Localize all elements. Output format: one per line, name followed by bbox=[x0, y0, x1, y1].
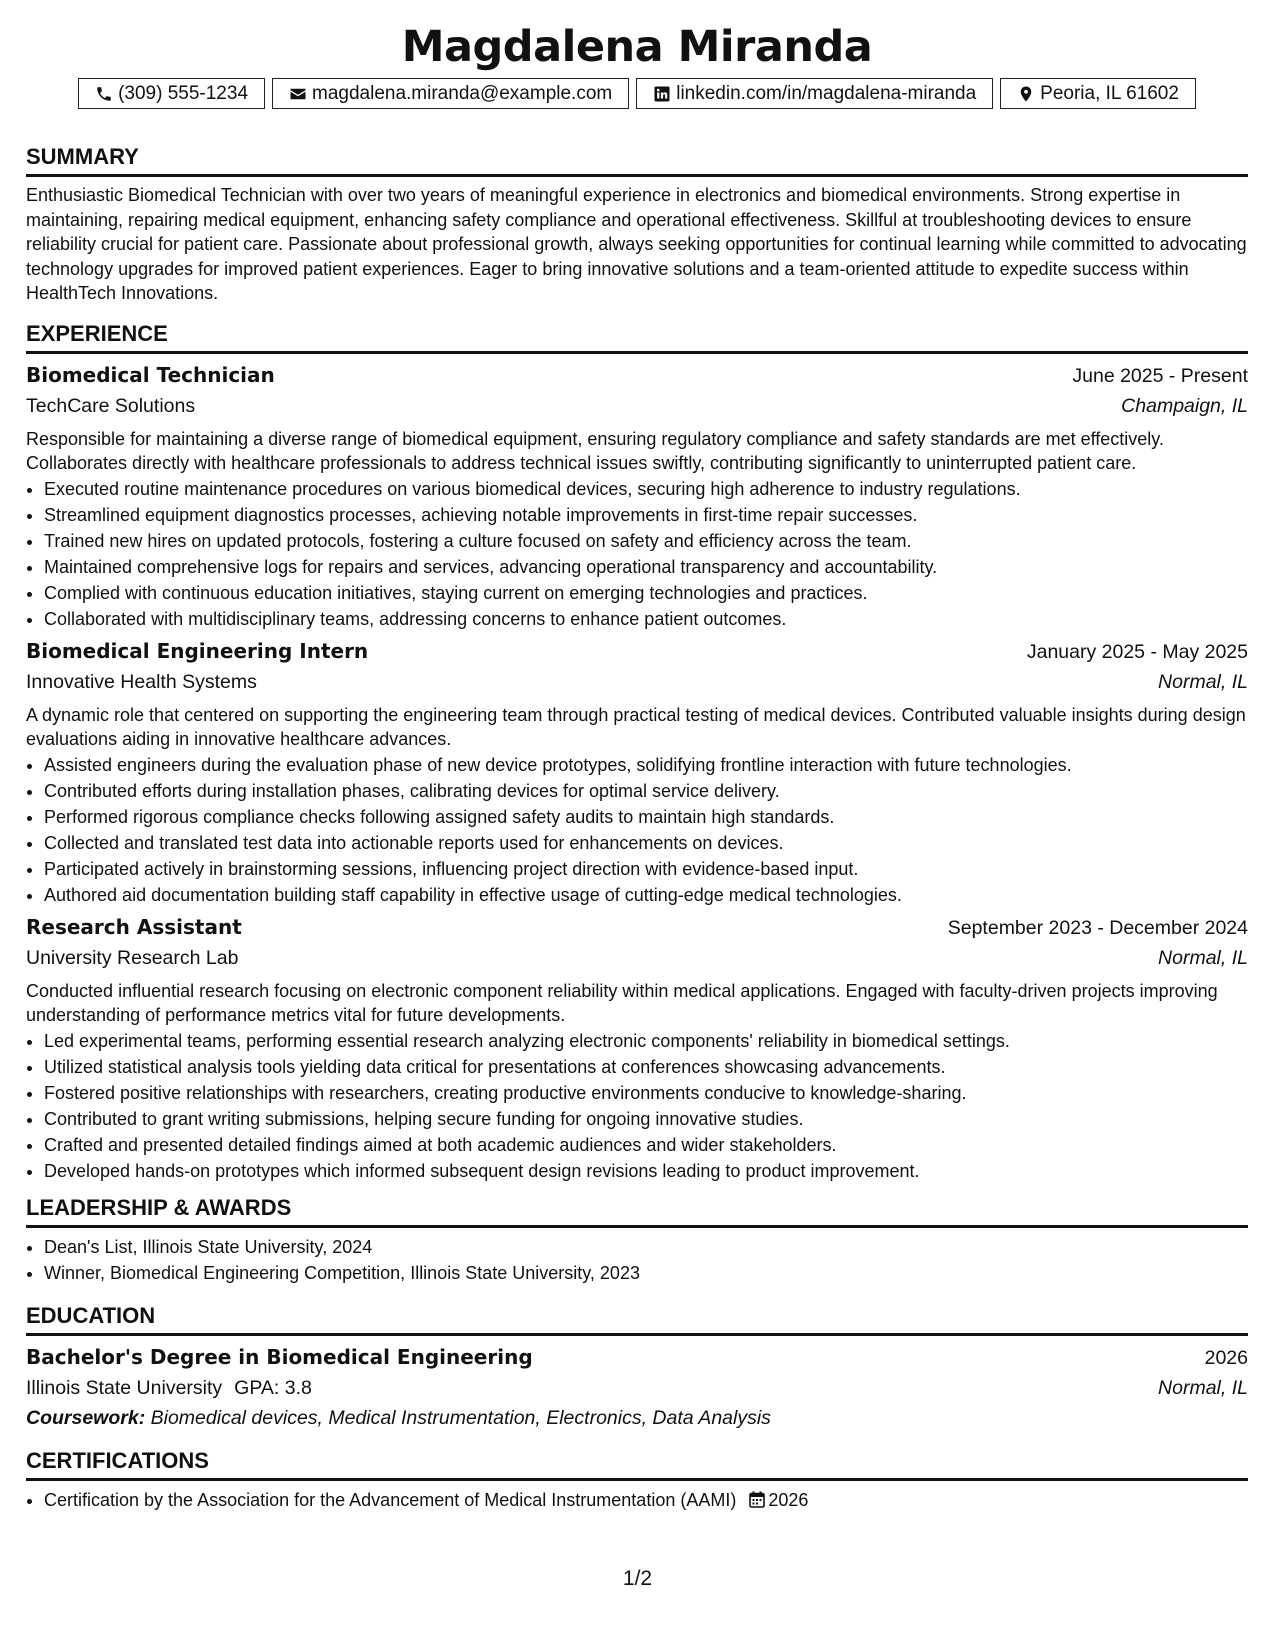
certification-text: Certification by the Association for the Advancement of Medical Instrumentation (AAMI) bbox=[44, 1489, 737, 1510]
linkedin-icon bbox=[653, 85, 671, 103]
phone-text: (309) 555-1234 bbox=[118, 82, 249, 104]
bullet-item: • Contributed to grant writing submissions, helping secure funding for ongoing innovative studies. bbox=[44, 1106, 1248, 1132]
linkedin-text: linkedin.com/in/magdalena-miranda bbox=[676, 82, 977, 104]
experience-heading: EXPERIENCE bbox=[26, 320, 1248, 354]
bullet-item: • Performed rigorous compliance checks following assigned safety audits to maintain high standards. bbox=[44, 804, 1248, 830]
summary-section bbox=[26, 143, 1248, 306]
contact-location[interactable] bbox=[1000, 78, 1196, 109]
award-item: • Winner, Biomedical Engineering Competition, Illinois State University, 2023 bbox=[44, 1260, 1248, 1286]
award-item: • Dean's List, Illinois State University, 2024 bbox=[44, 1234, 1248, 1260]
education-heading: EDUCATION bbox=[26, 1302, 1248, 1336]
bullet-item: • Collected and translated test data into actionable reports used for enhancements on devices. bbox=[44, 830, 1248, 856]
candidate-name: Magdalena Miranda bbox=[401, 22, 873, 72]
job-date: September 2023 - December 2024 bbox=[947, 916, 1248, 939]
bullet-item: • Participated actively in brainstorming sessions, influencing project direction with evidence-based input. bbox=[44, 856, 1248, 882]
job-bullets bbox=[26, 476, 1248, 632]
calendar-icon bbox=[749, 1491, 765, 1508]
job-entry bbox=[26, 912, 1248, 1184]
education-section bbox=[26, 1302, 1248, 1433]
job-entry bbox=[26, 360, 1248, 632]
bullet-item: • Executed routine maintenance procedures on various biomedical devices, securing high adherence to industry regulations. bbox=[44, 476, 1248, 502]
job-title: Research Assistant bbox=[26, 914, 242, 939]
contact-phone[interactable] bbox=[78, 78, 265, 109]
bullet-item: • Trained new hires on updated protocols, fostering a culture focused on safety and efficiency across the team. bbox=[44, 528, 1248, 554]
job-date: June 2025 - Present bbox=[1072, 364, 1248, 387]
bullet-item: • Maintained comprehensive logs for repairs and services, advancing operational transparency and accountability. bbox=[44, 554, 1248, 580]
email-text: magdalena.miranda@example.com bbox=[312, 82, 613, 104]
school-name: Illinois State University bbox=[26, 1376, 223, 1399]
certifications-section bbox=[26, 1447, 1248, 1513]
job-description: Conducted influential research focusing on electronic component reliability within medical applications. Engaged with faculty-driven projects improving understanding of performance metrics vital for future developments. bbox=[26, 980, 1218, 1025]
summary-text: Enthusiastic Biomedical Technician with over two years of meaningful experience in electronics and biomedical environments. Strong expertise in maintaining, repairing medical equipment, enhancing safety compliance and operational effectiveness. Skillful at troubleshooting devices to ensure reliability crucial for patient care. Passionate about professional growth, always seeking opportunities for continual learning while committed to advocating technology upgrades for improved patient experiences. Eager to bring innovative solutions and a team-oriented attitude to expedite success within HealthTech Innovations. bbox=[26, 185, 1247, 303]
envelope-icon bbox=[289, 85, 307, 103]
leadership-list bbox=[26, 1234, 1248, 1286]
coursework bbox=[26, 1403, 1248, 1433]
bullet-item: • Collaborated with multidisciplinary teams, addressing concerns to enhance patient outcomes. bbox=[44, 606, 1248, 632]
contact-linkedin[interactable] bbox=[636, 78, 993, 109]
job-title: Biomedical Engineering Intern bbox=[26, 638, 369, 663]
coursework-list: Biomedical devices, Medical Instrumentation, Electronics, Data Analysis bbox=[150, 1406, 771, 1429]
contact-bar bbox=[26, 78, 1248, 109]
experience-section bbox=[26, 320, 1248, 1184]
map-pin-icon bbox=[1017, 85, 1035, 103]
job-location: Normal, IL bbox=[1158, 946, 1248, 969]
coursework-label: Coursework: bbox=[26, 1406, 146, 1429]
job-description: A dynamic role that centered on supporting the engineering team through practical testing of medical devices. Contributed valuable insights during design evaluations aiding in innovative healthcare advances. bbox=[26, 704, 1246, 749]
bullet-item: • Assisted engineers during the evaluation phase of new device prototypes, solidifying frontline interaction with future technologies. bbox=[44, 752, 1248, 778]
job-description: Responsible for maintaining a diverse range of biomedical equipment, ensuring regulatory compliance and safety standards are met effectively. Collaborates directly with healthcare professionals to address technical issues swiftly, contributing significantly to uninterrupted patient care. bbox=[26, 428, 1164, 473]
page-number: 1/2 bbox=[622, 1567, 653, 1590]
bullet-item: • Contributed efforts during installation phases, calibrating devices for optimal service delivery. bbox=[44, 778, 1248, 804]
summary-heading: SUMMARY bbox=[26, 143, 1248, 177]
job-bullets bbox=[26, 1028, 1248, 1184]
company-name: University Research Lab bbox=[26, 946, 239, 969]
company-name: TechCare Solutions bbox=[26, 394, 196, 417]
bullet-item: • Crafted and presented detailed findings aimed at both academic audiences and wider stakeholders. bbox=[44, 1132, 1248, 1158]
job-location: Normal, IL bbox=[1158, 670, 1248, 693]
bullet-item: • Utilized statistical analysis tools yielding data critical for presentations at conferences showcasing advancements. bbox=[44, 1054, 1248, 1080]
certifications-list bbox=[26, 1487, 1248, 1513]
job-title: Biomedical Technician bbox=[26, 362, 275, 387]
bullet-item: • Developed hands-on prototypes which informed subsequent design revisions leading to product improvement. bbox=[44, 1158, 1248, 1184]
bullet-item: • Fostered positive relationships with researchers, creating productive environments conducive to knowledge-sharing. bbox=[44, 1080, 1248, 1106]
contact-email[interactable] bbox=[272, 78, 629, 109]
job-entry bbox=[26, 636, 1248, 908]
leadership-section bbox=[26, 1194, 1248, 1286]
certification-item bbox=[44, 1487, 1248, 1513]
graduation-year: 2026 bbox=[1204, 1346, 1248, 1369]
job-bullets bbox=[26, 752, 1248, 908]
job-date: January 2025 - May 2025 bbox=[1026, 640, 1248, 663]
bullet-item: • Streamlined equipment diagnostics processes, achieving notable improvements in first-time repair successes. bbox=[44, 502, 1248, 528]
degree-title: Bachelor's Degree in Biomedical Engineering bbox=[26, 1344, 533, 1369]
phone-icon bbox=[95, 85, 113, 103]
bullet-item: • Led experimental teams, performing essential research analyzing electronic components' reliability in biomedical settings. bbox=[44, 1028, 1248, 1054]
certification-date: 2026 bbox=[768, 1489, 809, 1510]
leadership-heading: LEADERSHIP & AWARDS bbox=[26, 1194, 1248, 1228]
job-location: Champaign, IL bbox=[1121, 394, 1248, 417]
bullet-item: • Authored aid documentation building staff capability in effective usage of cutting-edge medical technologies. bbox=[44, 882, 1248, 908]
certifications-heading: CERTIFICATIONS bbox=[26, 1447, 1248, 1481]
resume-page bbox=[26, 0, 1248, 1513]
school-location: Normal, IL bbox=[1158, 1376, 1248, 1399]
gpa: GPA: 3.8 bbox=[234, 1376, 312, 1399]
bullet-item: • Complied with continuous education initiatives, staying current on emerging technologies and practices. bbox=[44, 580, 1248, 606]
location-text: Peoria, IL 61602 bbox=[1040, 82, 1179, 104]
company-name: Innovative Health Systems bbox=[26, 670, 257, 693]
